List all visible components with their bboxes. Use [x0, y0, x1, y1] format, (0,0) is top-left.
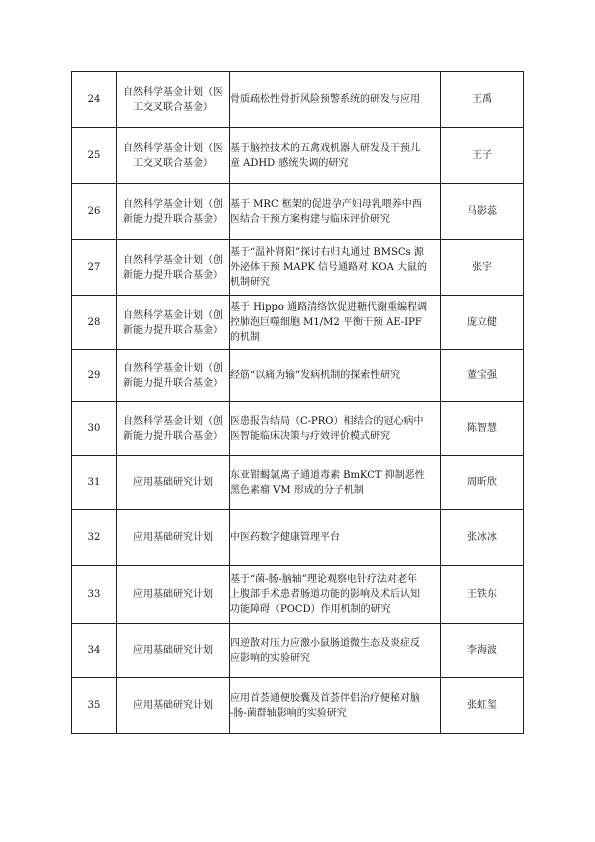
table-row [72, 296, 524, 350]
project-leader: 王禹 [441, 72, 524, 128]
project-title [230, 510, 441, 566]
project-title-line: 应用首荟通便胶囊及首荟伴侣治疗便秘对脑 [230, 692, 420, 704]
project-title-line: 黑色素瘤 VM 形成的分子机制 [230, 484, 364, 496]
project-title-line: -肠-菌群轴影响的实验研究 [230, 707, 347, 719]
project-title [230, 456, 441, 510]
program-category [117, 510, 230, 566]
project-title [230, 566, 441, 624]
project-table [71, 71, 524, 734]
program-category [117, 184, 230, 240]
project-title-line: 经筋“以痛为输”发病机制的探索性研究 [230, 370, 401, 381]
project-leader: 陈智慧 [441, 402, 524, 456]
project-title [230, 678, 441, 734]
project-table-body [72, 72, 524, 734]
project-title-line: 的机制 [230, 332, 260, 343]
row-number: 27 [72, 240, 117, 296]
program-category-line: 自然科学基金计划（创 [123, 362, 223, 374]
program-category [117, 678, 230, 734]
program-category-line: 应用基础研究计划 [133, 532, 213, 543]
project-title-line: 控肺泡巨噬细胞 M1/M2 平衡干预 AE-IPF [230, 317, 422, 328]
project-leader: 马影蕊 [441, 184, 524, 240]
program-category-line: 自然科学基金计划（创 [123, 415, 223, 427]
project-title [230, 184, 441, 240]
program-category [117, 296, 230, 350]
program-category [117, 350, 230, 402]
row-number: 34 [72, 624, 117, 678]
row-number: 35 [72, 678, 117, 734]
program-category-line: 新能力提升联合基金） [123, 269, 223, 281]
project-title-line: 四逆散对压力应激小鼠肠道微生态及炎症反 [230, 637, 420, 649]
project-leader: 张宇 [441, 240, 524, 296]
project-title [230, 402, 441, 456]
program-category-line: 应用基础研究计划 [133, 700, 213, 711]
project-leader: 王铁东 [441, 566, 524, 624]
project-leader: 周昕欣 [441, 456, 524, 510]
row-number: 31 [72, 456, 117, 510]
program-category-line: 自然科学基金计划（创 [123, 198, 223, 210]
program-category-line: 自然科学基金计划（创 [123, 309, 223, 321]
program-category [117, 624, 230, 678]
table-row [72, 128, 524, 184]
project-title-line: 基于“温补肾阳”探讨右归丸通过 BMSCs 源 [230, 247, 424, 258]
project-title [230, 350, 441, 402]
table-row [72, 240, 524, 296]
row-number: 26 [72, 184, 117, 240]
project-title-line: 基于“菌-肠-脑轴”理论观察电针疗法对老年 [230, 574, 417, 585]
project-title [230, 72, 441, 128]
project-leader: 张冰冰 [441, 510, 524, 566]
project-title-line: 基于 MRC 框架的促进孕产妇母乳喂养中西 [230, 198, 422, 210]
project-title-line: 机制研究 [230, 277, 270, 288]
table-row [72, 456, 524, 510]
project-title-line: 中医药数字健康管理平台 [230, 532, 340, 543]
program-category-line: 新能力提升联合基金） [123, 430, 223, 442]
project-title-line: 上腹部手术患者肠道功能的影响及术后认知 [230, 589, 420, 600]
project-title-line: 医结合干预方案构建与临床评价研究 [230, 213, 390, 225]
program-category-line: 应用基础研究计划 [133, 477, 213, 488]
project-title [230, 624, 441, 678]
project-title-line: 童 ADHD 感统失调的研究 [230, 157, 349, 169]
row-number: 28 [72, 296, 117, 350]
program-category [117, 402, 230, 456]
project-title-line: 应影响的实验研究 [230, 652, 310, 664]
program-category-line: 新能力提升联合基金） [123, 377, 223, 389]
project-title-line: 骨质疏松性骨折风险预警系统的研发与应用 [230, 94, 420, 105]
program-category-line: 应用基础研究计划 [133, 645, 213, 656]
program-category-line: 应用基础研究计划 [133, 589, 213, 600]
table-row [72, 72, 524, 128]
program-category [117, 72, 230, 128]
program-category-line: 自然科学基金计划（创 [123, 254, 223, 266]
project-title-line: 东亚钳蝎氯离子通道毒素 BmKCT 抑制恶性 [230, 469, 425, 481]
row-number: 25 [72, 128, 117, 184]
program-category-line: 新能力提升联合基金） [123, 213, 223, 225]
program-category [117, 240, 230, 296]
project-title-line: 医患报告结局（C-PRO）相结合的冠心病中 [230, 415, 424, 427]
project-title [230, 296, 441, 350]
program-category [117, 566, 230, 624]
table-row [72, 566, 524, 624]
table-row [72, 624, 524, 678]
project-title-line: 基于脑控技术的五禽戏机器人研发及干预儿 [230, 142, 420, 154]
row-number: 30 [72, 402, 117, 456]
project-title-line: 外泌体干预 MAPK 信号通路对 KOA 大鼠的 [230, 262, 427, 273]
project-title-line: 医智能临床决策与疗效评价模式研究 [230, 430, 390, 442]
project-title [230, 240, 441, 296]
project-leader: 董宝强 [441, 350, 524, 402]
program-category-line: 工交叉联合基金） [133, 157, 213, 169]
table-row [72, 678, 524, 734]
program-category-line: 自然科学基金计划（医 [123, 142, 223, 154]
project-leader: 王子 [441, 128, 524, 184]
project-title [230, 128, 441, 184]
table-row [72, 510, 524, 566]
row-number: 24 [72, 72, 117, 128]
table-row [72, 350, 524, 402]
project-leader: 李海波 [441, 624, 524, 678]
program-category-line: 自然科学基金计划（医 [123, 86, 223, 98]
program-category [117, 456, 230, 510]
row-number: 32 [72, 510, 117, 566]
row-number: 33 [72, 566, 117, 624]
project-title-line: 功能障碍（POCD）作用机制的研究 [230, 604, 391, 615]
project-leader: 张虹玺 [441, 678, 524, 734]
program-category-line: 工交叉联合基金） [133, 101, 213, 113]
program-category [117, 128, 230, 184]
table-row [72, 184, 524, 240]
table-row [72, 402, 524, 456]
program-category-line: 新能力提升联合基金） [123, 324, 223, 336]
row-number: 29 [72, 350, 117, 402]
project-leader: 庞立健 [441, 296, 524, 350]
project-title-line: 基于 Hippo 通路清络饮促进糖代谢重编程调 [230, 302, 428, 313]
